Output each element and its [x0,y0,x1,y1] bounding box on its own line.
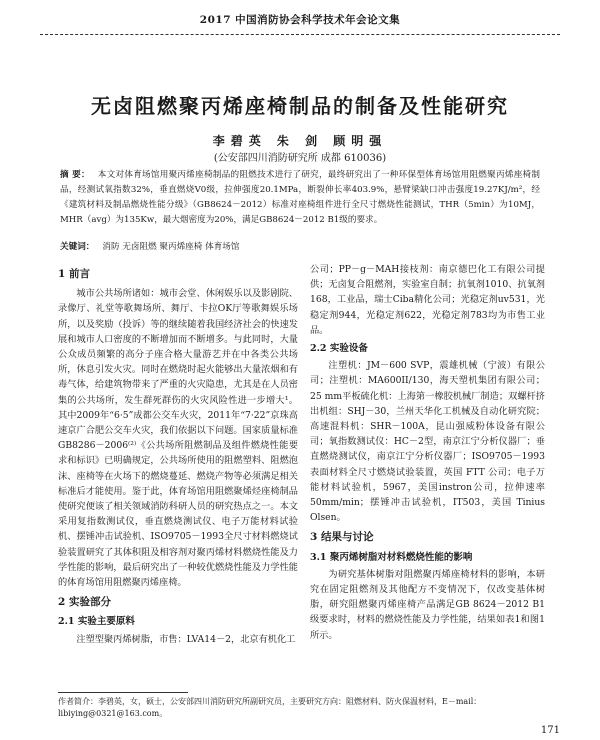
section-3-1-paragraph: 为研究基体树脂对阻燃聚丙烯座椅材料的影响，本研究在固定阻燃剂及其他配方不变情况下，仅改变基体树脂，研究阻燃聚丙烯座椅产品满足GB 8624－2012 B1级要求时，材料的燃烧性能及力学性能，结果如表1和图1所示。 [310,568,545,641]
affiliation: (公安部四川消防研究所 成都 610036) [213,153,387,164]
section-2-2-heading: 2.2 实验设备 [310,343,368,355]
section-3-1-heading: 3.1 聚丙烯树脂对材料燃烧性能的影响 [310,551,473,563]
abstract [60,168,540,228]
keywords-text: 消防 无卤阻燃 聚丙烯座椅 体育场馆 [102,242,240,252]
section-2-2-paragraph: 注塑机：JM－600 SVP，震雄机械（宁波）有限公司；注塑机：MA600II/130，海天塑机集团有限公司；25 mm平板硫化机：上海第一橡胶机械厂制造；双螺杆挤出机组：SHJ－30，兰州天华化工机械及自动化研究院；高速混料机：SHR－100A，昆山强威粉体设备有限公司；氧指数测试仪：HC－2型，南京江宁分析仪器厂；垂直燃烧测试仪，南京江宁分析仪器厂；ISO9705－1993 表面材料全尺寸燃烧试验装置，英国 FTT 公司；电子万能材料试验机，5967，美国instron公司，拉伸速率50mm/min；摆锤冲击试验机，IT503，美国 Tinius Olsen。 [310,360,545,524]
section-1-paragraph: 城市公共场所诸如：城市会堂、休闲娱乐以及影剧院、录像厅、礼堂等歌舞场所、舞厅、卡拉OK厅等歌舞娱乐场所，以及奖励（投诉）等的继续随着我国经济社会的快速发展和城市人口密度的不断增加而不断增多。与此同时，大量公众成员频繁的高分子座合格大量游艺并在中各类公共场所，休息引发火灾。同时在燃烧时起火能够出大量浓烟和有毒气体，给建筑物带来了严重的火灾隐患，尤其是在人员密集的公共场所，发生群死群伤的火灾风险性进一步增大¹。其中2009年“6·5”成都公交车火灾，2011年“7·22”京珠高速京广合肥公交车火灾，我们依据以下问题。国家质量标准GB8286－2006⁽²⁾《公共场所阻燃制品及组件燃烧性能要求和标识》已明确规定，公共场所使用的阻燃塑料、阻燃泡沫、座椅等在火场下的燃烧蔓延、燃烧产物等必须满足相关标准后才能使用。鉴于此，体育场馆用阻燃聚烯烃座椅制品使研究便该了相关领域消防科研人员的研究热点之一。本文采用复指数测试仪，垂直燃烧测试仪、电子万能材料试验机、摆锤冲击试验机、ISO9705－1993全尺寸材料燃烧试验装置研究了其体积阻及相容剂对聚丙烯材料燃烧性能及力学性能的影响，最后研究出了一种较优燃烧性能及力学性能的体育场馆用阻燃聚丙烯座椅。 [58,288,298,589]
right-column [310,262,545,643]
paper-title: 无卤阻燃聚丙烯座椅制品的制备及性能研究 [91,94,509,118]
section-2-1-heading: 2.1 实验主要原料 [58,616,135,628]
section-2-heading: 2 实验部分 [58,596,111,609]
authors: 李碧英 朱 剑 顾明强 [212,134,388,148]
author-footnote: 作者简介：李碧英，女，硕士，公安部四川消防研究所副研究员，主要研究方向：阻燃材料、防火保温材料，E－mail：libiying@0321@163.com。 [58,697,482,718]
header-rule [40,34,560,35]
header-text: 2017 中国消防协会科学技术年会论文集 [199,14,401,26]
page-number: 171 [540,725,560,736]
materials-continued: 公司；PP－g－MAH接枝剂：南京德巴化工有限公司提供；无卤复合阻燃剂，实验室自制；抗氧剂1010、抗氧剂168，工业品，瑞士Ciba精化公司；光稳定剂uv531，光稳定剂944，光稳定剂622，光稳定剂783均为市售工业品。 [310,264,545,336]
section-3-heading: 3 结果与讨论 [310,531,374,544]
left-column [58,262,298,647]
section-1-heading: 1 前言 [58,268,90,280]
running-header [40,12,560,34]
section-2-1-paragraph: 注塑型聚丙烯树脂，市售：LVA14－2，北京有机化工 [76,633,296,645]
abstract-label: 摘 要： [60,170,90,180]
footnote-rule [58,692,188,693]
keywords [60,240,540,254]
keywords-label: 关键词： [60,242,95,252]
abstract-text: 本文对体育场馆用聚丙烯座椅制品的阻燃技术进行了研究，最终研究出了一种环保型体育场馆用阻燃聚丙烯座椅制品，经测试氧指数32%，垂直燃烧V0级，拉伸强度20.1MPa，断裂伸长率403.9%，悬臂梁缺口冲击强度19.27KJ/m²，经《建筑材料及制品燃烧性能分级》（GB8624－2012）标准对座椅组件进行全尺寸燃烧性能测试，THR（5min）为10MJ，MHR（avg）为135Kw，最大烟密度为20%，满足GB8624－2012 B1级的要求。 [60,170,540,225]
